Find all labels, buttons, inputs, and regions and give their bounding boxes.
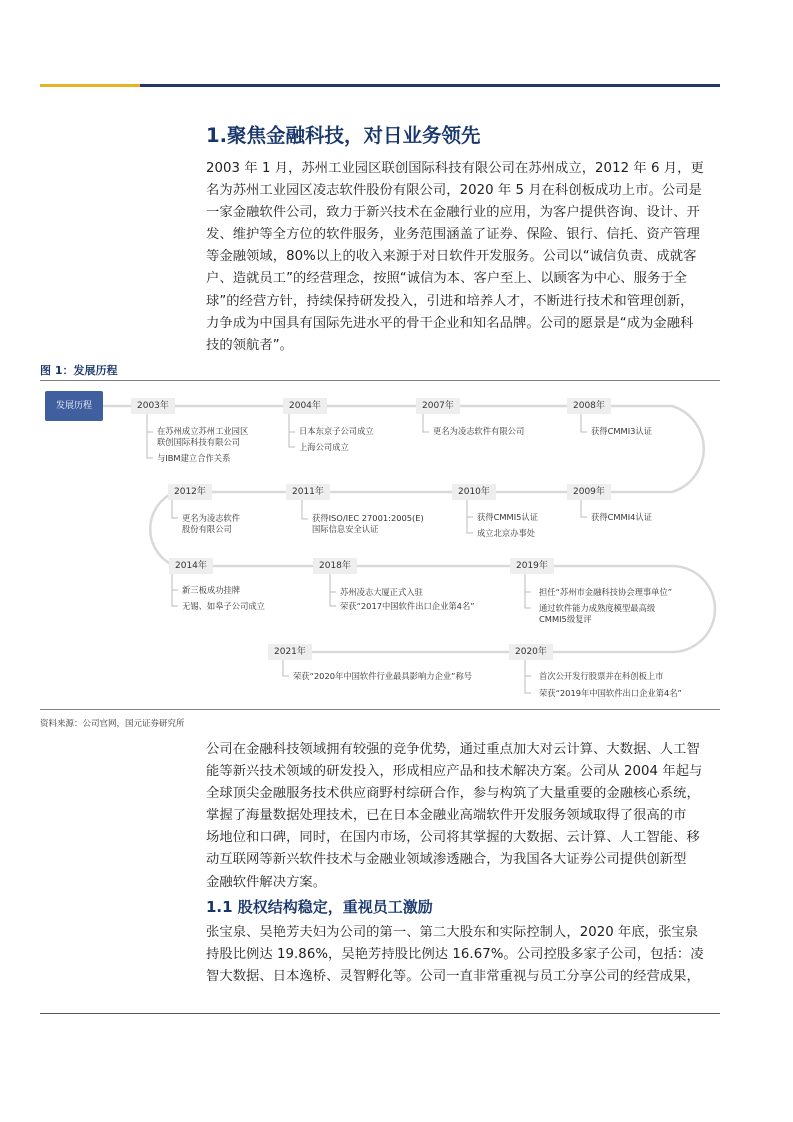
milestone-event: 联创国际科技有限公司: [157, 437, 240, 447]
text-line: 力争成为中国具有国际先进水平的骨干企业和知名品牌。公司的愿景是“成为金融科: [206, 315, 694, 331]
text-line: 持股比例达 19.86%，吴艳芳持股比例达 16.67%。公司控股多家子公司，包括：凌: [206, 947, 704, 963]
text-line: 动互联网等新兴软件技术与金融业领域渗透融合，为我国各大证券公司提供创新型: [206, 852, 687, 868]
text-line: 2003 年 1 月，苏州工业园区联创国际科技有限公司在苏州成立，2012 年 6 月，更: [206, 161, 704, 176]
text-line: 智大数据、日本逸桥、灵智孵化等。公司一直非常重视与员工分享公司的经营成果，: [206, 969, 700, 985]
timeline-start-label: 发展历程: [45, 391, 103, 421]
text-line: 球”的经营方针，持续保持研发投入，引进和培养人才，不断进行技术和管理创新，: [206, 293, 694, 309]
body-paragraph: [206, 922, 718, 988]
milestone-year: 2012年: [168, 484, 212, 500]
milestone-event: 苏州凌志大厦正式入驻: [340, 587, 423, 597]
milestone-event: 通过软件能力成熟度模型最高级: [539, 603, 656, 613]
milestone-year: 2014年: [169, 558, 213, 574]
milestone-event: 日本东京子公司成立: [299, 426, 374, 436]
milestone-event: 新三板成功挂牌: [182, 585, 241, 595]
milestone-event: 上海公司成立: [299, 442, 349, 452]
text-line: 技的领航者”。: [206, 337, 294, 353]
figure-source: 资料来源：公司官网，国元证券研究所: [40, 719, 185, 729]
milestone-event: 首次公开发行股票并在科创板上市: [539, 671, 664, 681]
milestone-year: 2010年: [452, 484, 496, 500]
text-line: 名为苏州工业园区凌志软件股份有限公司，2020 年 5 月在科创板成功上市。公司是: [206, 183, 702, 199]
text-line: 公司在金融科技领域拥有较强的竞争优势，通过重点加大对云计算、大数据、人工智: [206, 742, 700, 757]
milestone-year: 2004年: [283, 398, 327, 414]
text-line: 等金融领域，80%以上的收入来源于对日软件开发服务。公司以“诚信负责、成就客: [206, 249, 697, 265]
milestone-event: 成立北京办事处: [477, 528, 536, 538]
milestone-year: 2011年: [286, 484, 330, 500]
milestone-event: 国际信息安全认证: [312, 524, 379, 534]
milestone-event: 无锡、如皋子公司成立: [182, 601, 265, 611]
milestone-event: 获得CMMI5认证: [477, 512, 539, 522]
milestone-event: 获得CMMI4认证: [591, 512, 653, 522]
figure-title: 图 1：发展历程: [40, 364, 118, 377]
milestone-event: 更名为凌志软件有限公司: [433, 426, 525, 436]
text-line: 金融软件解决方案。: [206, 874, 327, 890]
milestone-event: 荣获“2019年中国软件出口企业第4名”: [539, 688, 682, 698]
milestone-event: 获得ISO/IEC 27001:2005(E): [312, 513, 424, 523]
text-line: 掌握了海量数据处理技术，已在日本金融业高端软件开发服务领域取得了很高的市: [206, 808, 687, 824]
milestone-event: 担任“苏州市金融科技协会理事单位”: [539, 587, 673, 597]
milestone-event: 荣获“2017中国软件出口企业第4名”: [340, 601, 475, 611]
milestone-event: 与IBM建立合作关系: [157, 453, 231, 463]
milestone-event: 获得CMMI3认证: [591, 426, 653, 436]
milestone-year: 2021年: [268, 644, 312, 660]
milestone-event: 在苏州成立苏州工业园区: [157, 426, 249, 436]
milestone-year: 2020年: [509, 644, 553, 660]
section-title: 1.聚焦金融科技，对日业务领先: [206, 124, 481, 147]
text-line: 全球顶尖金融服务技术供应商野村综研合作，参与构筑了大量重要的金融核心系统，: [206, 786, 700, 802]
milestone-year: 2018年: [313, 558, 357, 574]
milestone-event: 荣获“2020年中国软件行业最具影响力企业”称号: [293, 671, 473, 681]
milestone-year: 2019年: [510, 558, 554, 574]
milestone-event: 股份有限公司: [182, 524, 232, 534]
text-line: 一家金融软件公司，致力于新兴技术在金融行业的应用，为客户提供咨询、设计、开: [206, 205, 700, 221]
milestone-event: 更名为凌志软件: [182, 513, 241, 523]
milestone-year: 2007年: [416, 398, 460, 414]
figure-bottom-rule: [40, 709, 720, 710]
text-line: 户、造就员工”的经营理念，按照“诚信为本、客户至上、以顾客为中心、服务于全: [206, 271, 688, 287]
text-line: 张宝泉、吴艳芳夫妇为公司的第一、第二大股东和实际控制人，2020 年底，张宝泉: [206, 925, 699, 940]
milestone-event: CMMI5级复评: [539, 614, 592, 624]
milestone-year: 2008年: [567, 398, 611, 414]
subsection-title: 1.1 股权结构稳定，重视员工激励: [206, 898, 433, 916]
footer-rule: [40, 1013, 720, 1014]
text-line: 发、维护等全方位的软件服务，业务范围涵盖了证券、保险、银行、信托、资产管理: [206, 227, 700, 243]
text-line: 场地位和口碑，同时，在国内市场，公司将其掌握的大数据、云计算、人工智能、移: [206, 830, 700, 846]
milestone-year: 2003年: [131, 398, 175, 414]
body-paragraph: [206, 739, 718, 894]
text-line: 能等新兴技术领域的研发投入，形成相应产品和技术解决方案。公司从 2004 年起与: [206, 764, 703, 780]
milestone-year: 2009年: [567, 484, 611, 500]
